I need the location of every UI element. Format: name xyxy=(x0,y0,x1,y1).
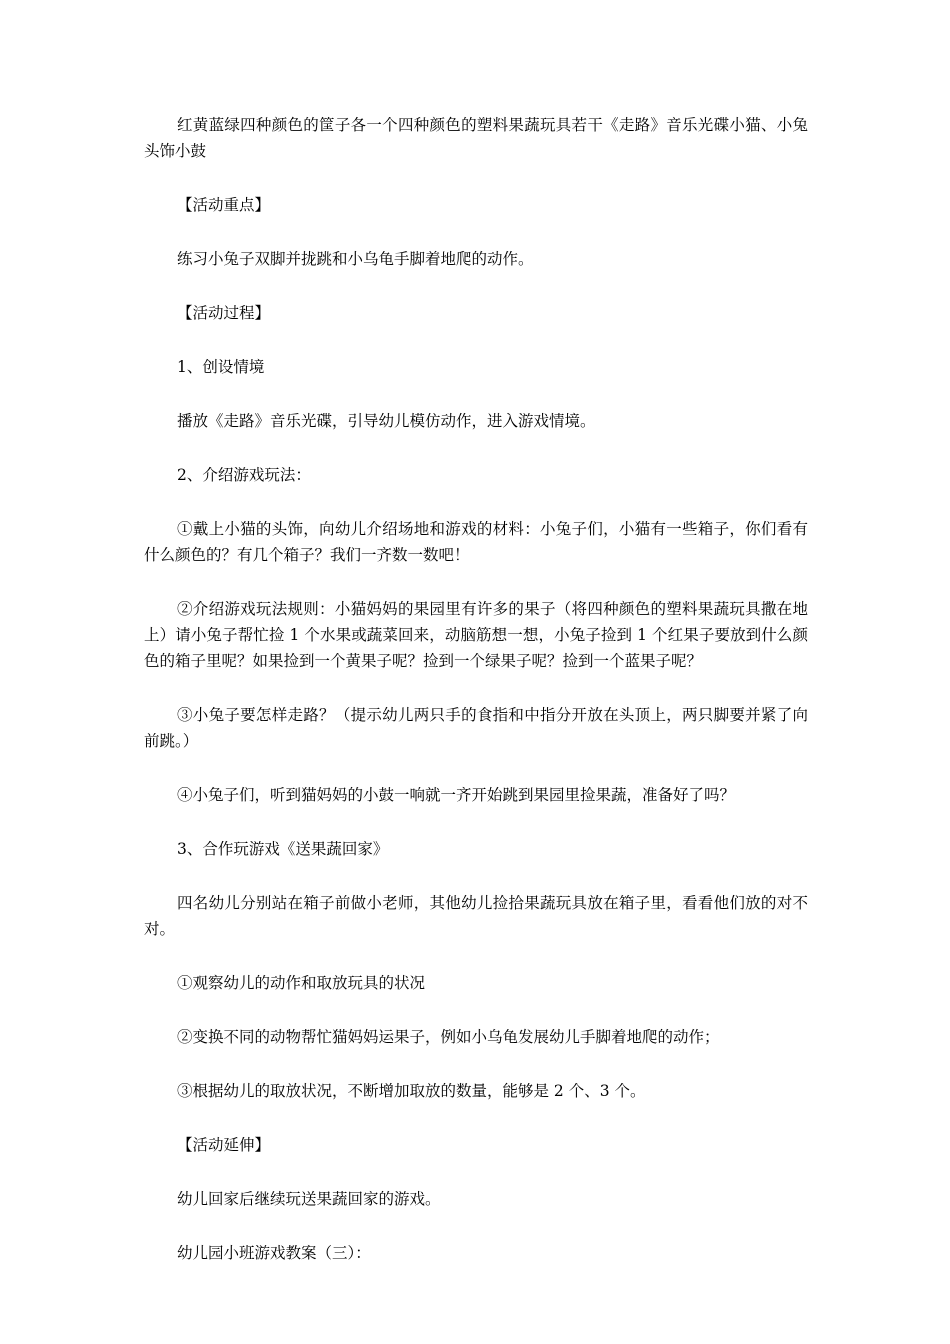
step-3-item-2: ②变换不同的动物帮忙猫妈妈运果子，例如小乌龟发展幼儿手脚着地爬的动作； xyxy=(177,1028,720,1046)
materials-paragraph: 红黄蓝绿四种颜色的筐子各一个四种颜色的塑料果蔬玩具若干《走路》音乐光碟小猫、小兔头饰小鼓 xyxy=(144,116,808,160)
key-points-paragraph: 练习小兔子双脚并拢跳和小乌龟手脚着地爬的动作。 xyxy=(177,250,534,268)
step-1-paragraph: 播放《走路》音乐光碟，引导幼儿模仿动作，进入游戏情境。 xyxy=(177,412,596,430)
step-2-item-4: ④小兔子们，听到猫妈妈的小鼓一响就一齐开始跳到果园里捡果蔬，准备好了吗？ xyxy=(177,786,736,804)
document-body xyxy=(144,112,808,1294)
section-heading-process: 【活动过程】 xyxy=(177,304,271,322)
step-3-paragraph: 四名幼儿分别站在箱子前做小老师，其他幼儿捡拾果蔬玩具放在箱子里，看看他们放的对不对。 xyxy=(144,894,808,938)
step-2-item-3: ③小兔子要怎样走路？（提示幼儿两只手的食指和中指分开放在头顶上，两只脚要并紧了向前跳。） xyxy=(144,706,808,750)
step-3-item-1: ①观察幼儿的动作和取放玩具的状况 xyxy=(177,974,426,992)
next-lesson-title: 幼儿园小班游戏教案（三）： xyxy=(177,1244,371,1262)
step-2-item-2: ②介绍游戏玩法规则：小猫妈妈的果园里有许多的果子（将四种颜色的塑料果蔬玩具撒在地上）请小兔子帮忙捡 1 个水果或蔬菜回来，动脑筋想一想，小兔子捡到 1 个红果子要放到什么颜色的箱子里呢？如果捡到一个黄果子呢？捡到一个绿果子呢？捡到一个蓝果子呢？ xyxy=(144,600,808,670)
step-2-item-1: ①戴上小猫的头饰，向幼儿介绍场地和游戏的材料：小兔子们，小猫有一些箱子，你们看有什么颜色的？有几个箱子？我们一齐数一数吧！ xyxy=(144,520,808,564)
step-heading-3: 3、合作玩游戏《送果蔬回家》 xyxy=(177,840,389,858)
step-heading-2: 2、介绍游戏玩法： xyxy=(177,466,311,484)
section-heading-key-points: 【活动重点】 xyxy=(177,196,271,214)
extension-paragraph: 幼儿回家后继续玩送果蔬回家的游戏。 xyxy=(177,1190,441,1208)
step-3-item-3: ③根据幼儿的取放状况，不断增加取放的数量，能够是 2 个、3 个。 xyxy=(177,1082,646,1100)
step-heading-1: 1、创设情境 xyxy=(177,358,265,376)
section-heading-extension: 【活动延伸】 xyxy=(177,1136,271,1154)
